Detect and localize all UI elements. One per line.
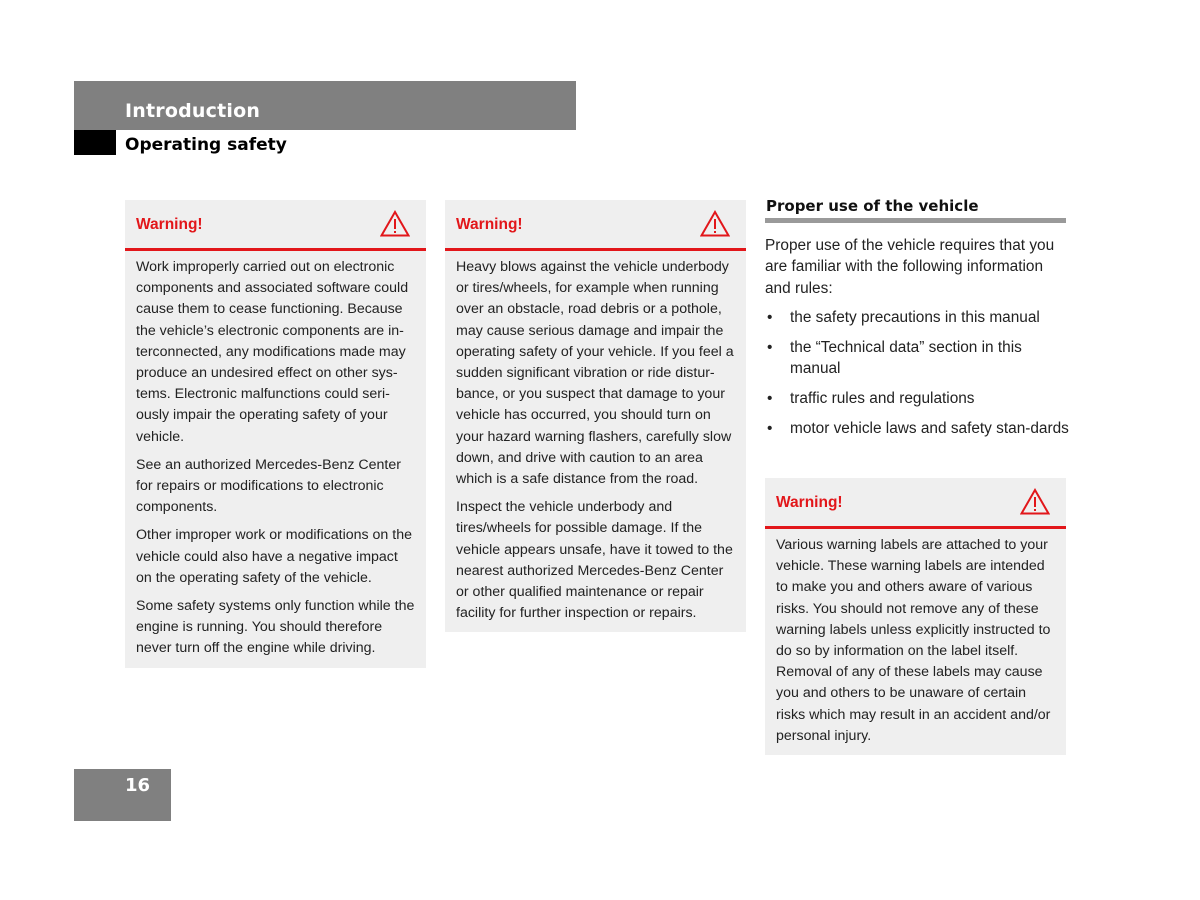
bullet-icon: • xyxy=(767,389,773,407)
warning-box-electronics xyxy=(125,200,426,668)
warning-body xyxy=(125,251,426,668)
warning-box-underbody xyxy=(445,200,746,632)
page-number-box xyxy=(74,769,171,821)
bullet-icon: • xyxy=(767,338,773,356)
warning-triangle-icon xyxy=(380,210,410,237)
proper-use-list xyxy=(765,307,1070,447)
bullet-icon: • xyxy=(767,309,773,326)
warning-paragraph: See an authorized Mercedes-Benz Center for repairs or modifications to electronic components. xyxy=(136,456,401,516)
warning-paragraph: Inspect the vehicle underbody and tires/wheels for possible damage. If the vehicle appears unsafe, have it towed to the nearest authorized Mercedes-Benz Center or other qualified maintenance or repair facility for further inspection or repairs. xyxy=(456,499,733,622)
warning-box-labels xyxy=(765,478,1066,755)
warning-header xyxy=(125,200,426,251)
warning-body xyxy=(765,529,1066,755)
warning-paragraph: Heavy blows against the vehicle underbody or tires/wheels, for example when running over an obstacle, road debris or a pothole, may cause serious damage and impair the operating safety of your vehicle. If you feel a sudden significant vibration or ride distur-bance, or you suspect that damage to your vehicle has occurred, you should turn on your hazard warning flashers, carefully slow down, and drive with caution to an area which is a safe distance from the road. xyxy=(456,259,734,488)
list-item xyxy=(765,418,1070,439)
warning-triangle-icon xyxy=(1020,488,1050,515)
proper-use-intro: Proper use of the vehicle requires that you are familiar with the following information and rules: xyxy=(765,237,1055,297)
list-item-text: motor vehicle laws and safety stan-dards xyxy=(790,419,1069,437)
warning-paragraph: Some safety systems only function while the engine is running. You should therefore never turn off the engine while driving. xyxy=(136,598,415,657)
warning-label: Warning! xyxy=(456,216,523,233)
warning-body xyxy=(445,251,746,632)
chapter-title: Introduction xyxy=(125,100,261,122)
section-title: Operating safety xyxy=(125,135,287,155)
warning-label: Warning! xyxy=(136,216,203,233)
bullet-icon: • xyxy=(767,419,773,437)
list-item xyxy=(765,337,1070,380)
list-item xyxy=(765,307,1070,328)
warning-label: Warning! xyxy=(776,494,843,511)
warning-triangle-icon xyxy=(700,210,730,237)
warning-paragraph: Various warning labels are attached to your vehicle. These warning labels are intended to make you and others aware of various risks. You should not remove any of these warning labels unless explicitly instructed to do so by information on the label itself. Removal of any of these labels may cause you and others to be unaware of certain risks which may result in an accident and/or personal injury. xyxy=(776,537,1051,744)
warning-header xyxy=(445,200,746,251)
list-item-text: traffic rules and regulations xyxy=(790,389,975,407)
warning-paragraph: Other improper work or modifications on the vehicle could also have a negative impact on the operating safety of the vehicle. xyxy=(136,527,412,586)
page-number: 16 xyxy=(125,775,151,796)
list-item xyxy=(765,388,1070,409)
list-item-text: the “Technical data” section in this manual xyxy=(790,338,1022,378)
warning-header xyxy=(765,478,1066,529)
list-item-text: the safety precautions in this manual xyxy=(790,309,1040,326)
warning-paragraph: Work improperly carried out on electronic components and associated software could cause them to cease functioning. Because the vehicle’s electronic components are in-terconnected, any modifications made may produce an undesired effect on other sys-tems. Electronic malfunctions could seri-ously impair the operating safety of your vehicle. xyxy=(136,259,409,445)
heading-rule xyxy=(765,218,1066,223)
section-marker xyxy=(74,130,116,155)
proper-use-heading: Proper use of the vehicle xyxy=(766,197,979,215)
